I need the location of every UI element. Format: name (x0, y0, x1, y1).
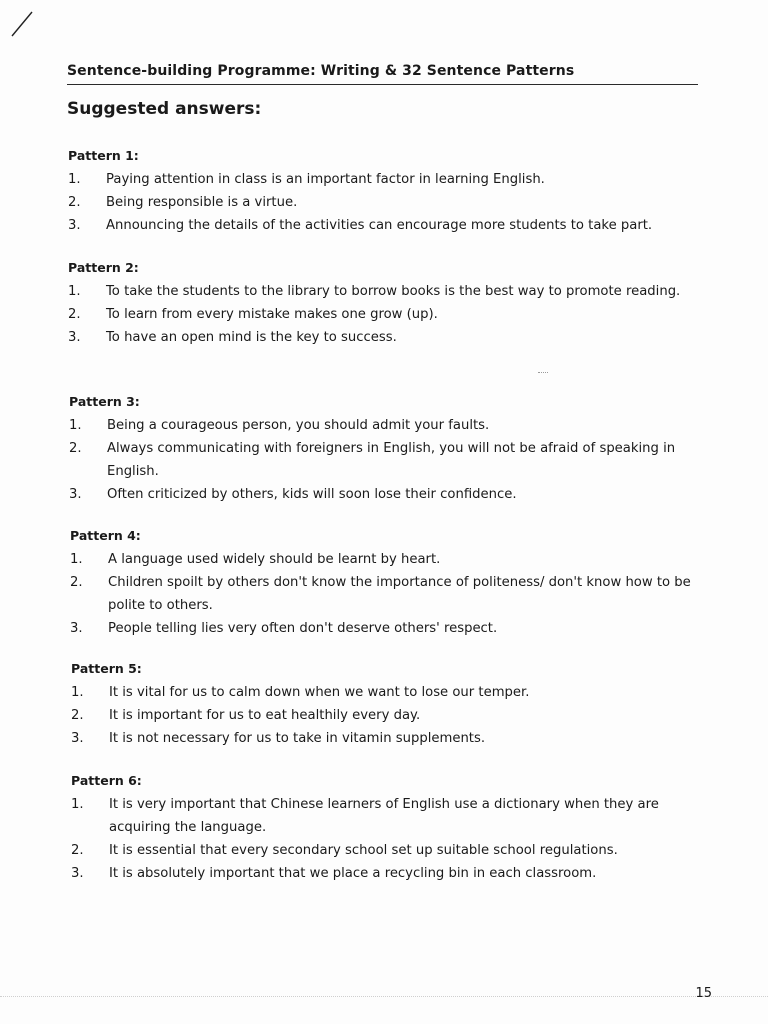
answer-number: 1. (71, 797, 84, 812)
answer-list (68, 168, 708, 237)
answer-text: It is not necessary for us to take in vitamin supplements. (109, 731, 486, 746)
answer-text: To take the students to the library to borrow books is the best way to promote reading. (106, 284, 681, 299)
answer-number: 1. (70, 552, 83, 567)
section-heading: Suggested answers: (67, 99, 262, 119)
answer-number: 1. (71, 685, 84, 700)
answer-number: 2. (71, 843, 84, 858)
answer-item (68, 303, 688, 326)
answer-number: 2. (68, 307, 81, 322)
answer-number: 2. (69, 441, 82, 456)
answer-text: Announcing the details of the activities can encourage more students to take part. (106, 218, 653, 233)
answer-text: It is very important that Chinese learners of English use a dictionary when they are acquiring the language. (109, 797, 659, 835)
pattern-title: Pattern 5: (71, 661, 142, 676)
answer-item (71, 681, 701, 704)
answer-item (69, 437, 709, 483)
answer-text: A language used widely should be learnt by heart. (108, 552, 441, 567)
scan-edge-noise (0, 996, 768, 999)
answer-item (68, 214, 708, 237)
answer-text: Being responsible is a virtue. (106, 195, 298, 210)
answer-item (70, 548, 700, 571)
answer-number: 1. (68, 172, 81, 187)
answer-number: 3. (71, 866, 84, 881)
answer-item (71, 704, 701, 727)
answer-item (69, 414, 709, 437)
answer-text: Paying attention in class is an important factor in learning English. (106, 172, 545, 187)
answer-list (69, 414, 709, 506)
answer-text: People telling lies very often don't deserve others' respect. (108, 621, 498, 636)
pattern-title: Pattern 1: (68, 148, 139, 163)
answer-item (71, 727, 701, 750)
answer-item (71, 839, 701, 862)
answer-item (71, 793, 701, 839)
answer-number: 2. (68, 195, 81, 210)
answer-text: Often criticized by others, kids will soon lose their confidence. (107, 487, 517, 502)
pattern-section (71, 773, 701, 885)
page-number: 15 (695, 986, 712, 1001)
answer-list (71, 681, 701, 750)
answer-item (68, 280, 688, 303)
answer-text: It is essential that every secondary school set up suitable school regulations. (109, 843, 618, 858)
answer-list (70, 548, 700, 640)
answer-number: 3. (68, 218, 81, 233)
answer-number: 3. (68, 330, 81, 345)
answer-item (70, 571, 700, 617)
pattern-section (68, 260, 688, 349)
answer-item (71, 862, 701, 885)
answer-item (68, 168, 708, 191)
pattern-title: Pattern 6: (71, 773, 142, 788)
answer-item (70, 617, 700, 640)
pattern-section (71, 661, 701, 750)
answer-text: Children spoilt by others don't know the importance of politeness/ don't know how to be polite to others. (108, 575, 691, 613)
answer-text: It is important for us to eat healthily every day. (109, 708, 421, 723)
header-title: Sentence-building Programme: Writing & 32 Sentence Patterns (67, 63, 575, 79)
pattern-title: Pattern 3: (69, 394, 140, 409)
scan-speck (538, 372, 548, 375)
pen-stroke-mark (8, 8, 38, 38)
answer-number: 1. (69, 418, 82, 433)
answer-number: 1. (68, 284, 81, 299)
page-header (67, 60, 698, 85)
answer-text: To learn from every mistake makes one grow (up). (106, 307, 438, 322)
answer-number: 3. (69, 487, 82, 502)
pattern-section (68, 148, 708, 237)
pattern-title: Pattern 4: (70, 528, 141, 543)
answer-text: It is absolutely important that we place a recycling bin in each classroom. (109, 866, 597, 881)
answer-number: 2. (71, 708, 84, 723)
answer-list (68, 280, 688, 349)
answer-text: Always communicating with foreigners in English, you will not be afraid of speaking in English. (107, 441, 676, 479)
answer-number: 2. (70, 575, 83, 590)
answer-number: 3. (71, 731, 84, 746)
answer-list (71, 793, 701, 885)
pattern-title: Pattern 2: (68, 260, 139, 275)
answer-item (68, 326, 688, 349)
answer-text: Being a courageous person, you should admit your faults. (107, 418, 490, 433)
pattern-section (69, 394, 709, 506)
answer-item (68, 191, 708, 214)
pattern-section (70, 528, 700, 640)
answer-number: 3. (70, 621, 83, 636)
answer-item (69, 483, 709, 506)
answer-text: To have an open mind is the key to success. (106, 330, 397, 345)
answer-text: It is vital for us to calm down when we want to lose our temper. (109, 685, 530, 700)
